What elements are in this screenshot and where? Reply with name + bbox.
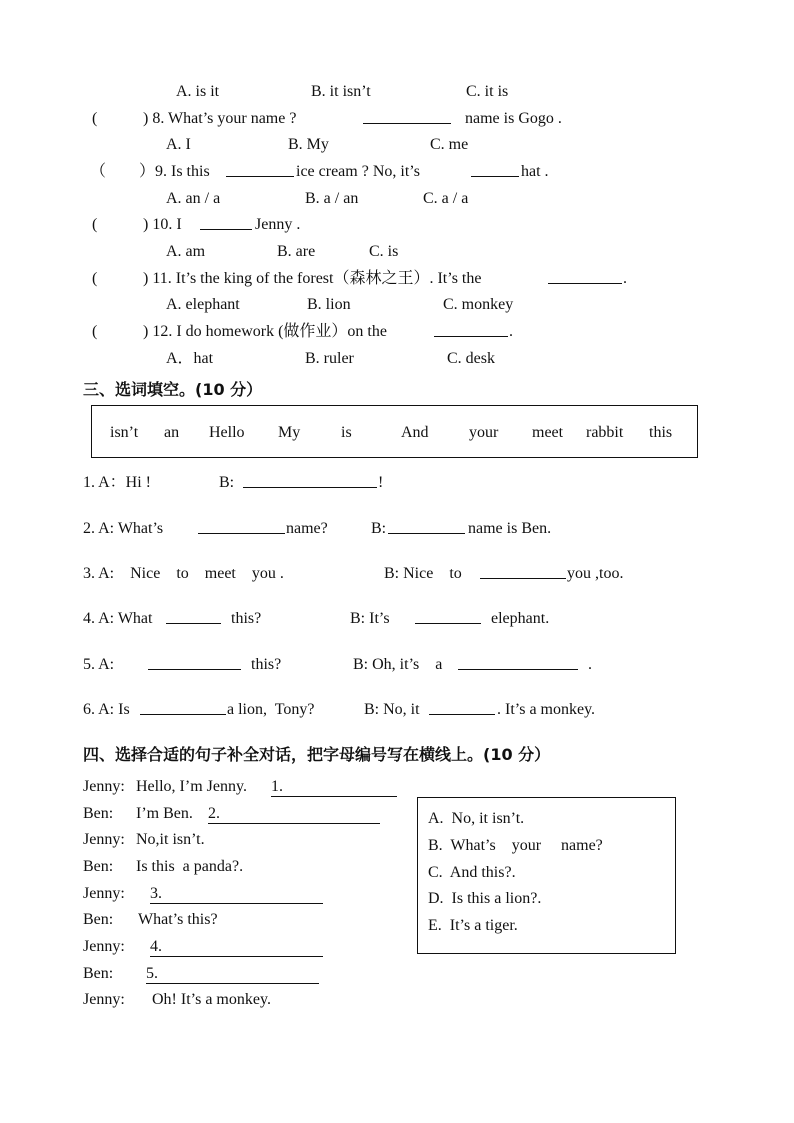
q11-paren: ( (92, 270, 98, 287)
q10-paren: ( (92, 216, 98, 233)
q9-blank-1[interactable] (226, 162, 294, 183)
dialogue-text: Hello, I’m Jenny. (136, 778, 247, 795)
q9-paren: （ (90, 163, 107, 180)
dialogue-blank-1[interactable] (271, 777, 397, 797)
s3-item6-b-after: . It’s a monkey. (497, 701, 596, 718)
q11-after: . (623, 270, 627, 287)
s3-item4-blank-b[interactable] (415, 609, 481, 630)
word-bank-item: this (649, 424, 673, 441)
dialogue-text: I’m Ben. (136, 805, 193, 822)
s3-item1-b: B: (219, 474, 235, 491)
dialogue-blank-2[interactable] (208, 804, 380, 824)
s3-item6-b: B: No, it (364, 701, 420, 718)
q8-option-a: A. I (166, 136, 191, 153)
q9-option-b: B. a / an (305, 190, 359, 207)
s3-item1-blank[interactable] (243, 473, 377, 494)
q8-option-c: C. me (430, 136, 469, 153)
q9-option-c: C. a / a (423, 190, 469, 207)
q7-option-a: A. is it (176, 83, 220, 100)
dialogue-speaker: Jenny: (83, 991, 125, 1008)
dialogue-text: Is this a panda?. (136, 858, 244, 875)
dialogue-speaker: Jenny: (83, 938, 125, 955)
s3-item3-a: 3. A: Nice to meet you . (83, 565, 284, 582)
word-bank-item: My (278, 424, 301, 441)
q8-blank[interactable] (363, 109, 451, 130)
dialogue-blank-number: 5. (146, 965, 158, 982)
word-bank-box (91, 405, 698, 458)
s3-item5-a: 5. A: (83, 656, 115, 673)
dialogue-speaker: Jenny: (83, 831, 125, 848)
q9-question: ）9. Is this (139, 163, 210, 180)
q11-question: ) 11. It’s the king of the forest（森林之王）. It’s the (143, 270, 482, 287)
s3-item3-b-after: you ,too. (567, 565, 624, 582)
q9-mid: ice cream ? No, it’s (296, 163, 420, 180)
q11-option-a: A. elephant (166, 296, 240, 313)
dialogue-speaker: Ben: (83, 911, 114, 928)
word-bank-item: your (469, 424, 499, 441)
dialogue-blank-number: 4. (150, 938, 162, 955)
s3-item3-blank[interactable] (480, 564, 566, 585)
s3-item6-blank-b[interactable] (429, 700, 495, 721)
s3-item5-b-after: . (588, 656, 592, 673)
q9-option-a: A. an / a (166, 190, 221, 207)
s3-item6-a: 6. A: Is (83, 701, 130, 718)
section4-heading: 四、选择合适的句子补全对话，把字母编号写在横线上。(10 分） (83, 745, 551, 764)
s3-item4-a-after: this? (231, 610, 262, 627)
q12-after: . (509, 323, 513, 340)
q8-after: name is Gogo . (465, 110, 562, 127)
q10-option-a: A. am (166, 243, 206, 260)
section3-heading: 三、选词填空。(10 分） (83, 380, 263, 399)
dialogue-text: No,it isn’t. (136, 831, 205, 848)
q10-question: ) 10. I (143, 216, 182, 233)
dialogue-blank-5[interactable] (146, 964, 319, 984)
s3-item4-b-after: elephant. (491, 610, 550, 627)
s3-item4-a: 4. A: What (83, 610, 153, 627)
s3-item6-blank-a[interactable] (140, 700, 226, 721)
q9-after: hat . (521, 163, 549, 180)
s3-item2-b: B: (371, 520, 387, 537)
dialogue-blank-number: 3. (150, 885, 162, 902)
s3-item5-blank-b[interactable] (458, 655, 578, 676)
q7-option-c: C. it is (466, 83, 509, 100)
dialogue-speaker: Jenny: (83, 885, 125, 902)
q10-option-c: C. is (369, 243, 399, 260)
word-bank-item: isn’t (110, 424, 139, 441)
q8-option-b: B. My (288, 136, 329, 153)
dialogue-text: What’s this? (138, 911, 218, 928)
q12-paren: ( (92, 323, 98, 340)
s3-item4-blank-a[interactable] (166, 609, 221, 630)
word-bank-item: is (341, 424, 352, 441)
dialogue-text: Oh! It’s a monkey. (152, 991, 271, 1008)
s3-item2-b-after: name is Ben. (468, 520, 552, 537)
s3-item5-a-after: this? (251, 656, 282, 673)
q12-option-b: B. ruler (305, 350, 354, 367)
dialogue-blank-number: 1. (271, 778, 283, 795)
s3-item5-b: B: Oh, it’s a (353, 656, 443, 673)
q10-blank[interactable] (200, 215, 252, 236)
q11-option-b: B. lion (307, 296, 351, 313)
q12-blank[interactable] (434, 322, 508, 343)
q11-blank[interactable] (548, 269, 622, 290)
answer-option-e: E. It’s a tiger. (428, 917, 518, 934)
q12-option-a: A．hat (166, 350, 214, 367)
s3-item1-a: 1. A：Hi ! (83, 474, 152, 491)
q7-option-b: B. it isn’t (311, 83, 371, 100)
answer-option-c: C. And this?. (428, 864, 516, 881)
dialogue-blank-3[interactable] (150, 884, 323, 904)
dialogue-speaker: Ben: (83, 965, 114, 982)
q9-blank-2[interactable] (471, 162, 519, 183)
s3-item2-a: 2. A: What’s (83, 520, 164, 537)
dialogue-blank-number: 2. (208, 805, 220, 822)
word-bank-item: rabbit (586, 424, 624, 441)
s3-item1-b-after: ! (378, 474, 384, 491)
s3-item2-blank-a[interactable] (198, 519, 285, 540)
dialogue-speaker: Jenny: (83, 778, 125, 795)
s3-item5-blank-a[interactable] (148, 655, 241, 676)
answer-option-a: A. No, it isn’t. (428, 810, 525, 827)
s3-item2-a-after: name? (286, 520, 328, 537)
dialogue-speaker: Ben: (83, 858, 114, 875)
q12-option-c: C. desk (447, 350, 495, 367)
dialogue-blank-4[interactable] (150, 937, 323, 957)
s3-item6-a-after: a lion, Tony? (227, 701, 315, 718)
answer-option-b: B. What’s your name? (428, 837, 603, 854)
s3-item3-b: B: Nice to (384, 565, 462, 582)
s3-item2-blank-b[interactable] (388, 519, 465, 540)
q8-paren: ( (92, 110, 98, 127)
q10-option-b: B. are (277, 243, 316, 260)
word-bank-item: meet (532, 424, 564, 441)
word-bank-item: Hello (209, 424, 245, 441)
answer-option-d: D. Is this a lion?. (428, 890, 542, 907)
q10-after: Jenny . (255, 216, 301, 233)
q8-question: ) 8. What’s your name ? (143, 110, 297, 127)
q11-option-c: C. monkey (443, 296, 514, 313)
dialogue-speaker: Ben: (83, 805, 114, 822)
word-bank-item: And (401, 424, 429, 441)
q12-question: ) 12. I do homework (做作业）on the (143, 323, 387, 340)
word-bank-item: an (164, 424, 180, 441)
answer-options-box (417, 797, 676, 954)
s3-item4-b: B: It’s (350, 610, 390, 627)
